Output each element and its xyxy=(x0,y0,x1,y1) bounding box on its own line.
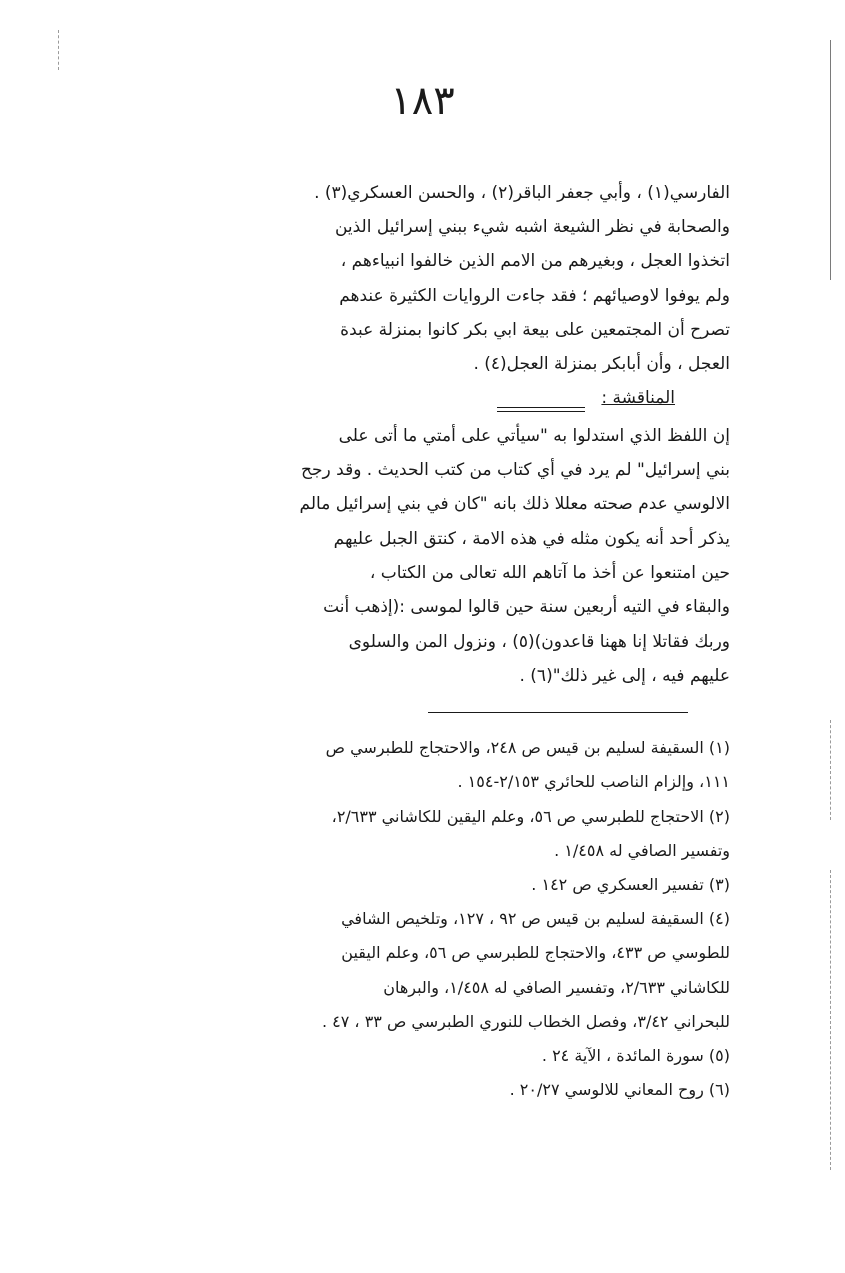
page-number: ١٨٣ xyxy=(390,78,455,124)
discussion-line: إن اللفظ الذي استدلوا به "سيأتي على أمتي ما أتى على xyxy=(338,426,730,446)
discussion-line: والبقاء في التيه أربعين سنة حين قالوا لموسى :(إذهب أنت xyxy=(323,597,730,617)
discussion-line: وربك فقاتلا إنا ههنا قاعدون)(٥) ، ونزول المن والسلوى xyxy=(348,632,730,652)
footnote-line: (٦) روح المعاني للالوسي ٢٠/٢٧ . xyxy=(509,1080,730,1099)
footnote-line: للطوسي ص ٤٣٣، والاحتجاج للطبرسي ص ٥٦، وعلم اليقين xyxy=(341,943,730,962)
footnote-line: للبحراني ٣/٤٢، وفصل الخطاب للنوري الطبرسي ص ٣٣ ، ٤٧ . xyxy=(321,1012,730,1031)
footnote-line: (٢) الاحتجاج للطبرسي ص ٥٦، وعلم اليقين للكاشاني ٢/٦٣٣، xyxy=(331,807,730,826)
discussion-line: يذكر أحد أنه يكون مثله في هذه الامة ، كنتق الجبل عليهم xyxy=(333,529,730,549)
discussion-line: عليهم فيه ، إلى غير ذلك"(٦) . xyxy=(519,666,730,686)
body-line: تصرح أن المجتمعين على بيعة ابي بكر كانوا بمنزلة عبدة xyxy=(340,320,730,340)
scan-edge-left xyxy=(58,30,59,70)
scan-edge-right xyxy=(830,40,831,280)
footnote-separator xyxy=(428,712,688,713)
body-line: ولم يوفوا لاوصيائهم ؛ فقد جاءت الروايات الكثيرة عندهم xyxy=(339,286,730,306)
footnote-line: وتفسير الصافي له ١/٤٥٨ . xyxy=(554,841,730,860)
footnote-line: للكاشاني ٢/٦٣٣، وتفسير الصافي له ١/٤٥٨، والبرهان xyxy=(383,978,730,997)
discussion-line: حين امتنعوا عن أخذ ما آتاهم الله تعالى من الكتاب ، xyxy=(369,563,730,583)
heading-underline xyxy=(497,407,585,408)
scan-edge-right xyxy=(830,720,831,820)
footnote-line: (٥) سورة المائدة ، الآية ٢٤ . xyxy=(541,1046,730,1065)
body-line: والصحابة في نظر الشيعة اشبه شيء ببني إسرائيل الذين xyxy=(334,217,730,237)
discussion-line: بني إسرائيل" لم يرد في أي كتاب من كتب الحديث . وقد رجح xyxy=(301,460,730,480)
scan-edge-right xyxy=(830,870,831,1170)
discussion-line: الالوسي عدم صحته معللا ذلك بانه "كان في بني إسرائيل مالم xyxy=(299,494,730,514)
body-line: اتخذوا العجل ، وبغيرهم من الامم الذين خالفوا انبياءهم ، xyxy=(340,251,730,271)
body-line: العجل ، وأن أبابكر بمنزلة العجل(٤) . xyxy=(473,354,730,374)
section-heading: المناقشة : xyxy=(601,388,675,408)
footnote-line: (١) السقيفة لسليم بن قيس ص ٢٤٨، والاحتجاج للطبرسي ص xyxy=(325,738,730,757)
footnote-line: (٤) السقيفة لسليم بن قيس ص ٩٢ ، ١٢٧، وتلخيص الشافي xyxy=(341,909,730,928)
footnote-line: (٣) تفسير العسكري ص ١٤٢ . xyxy=(531,875,730,894)
body-line: الفارسي(١) ، وأبي جعفر الباقر(٢) ، والحسن العسكري(٣) . xyxy=(314,183,730,203)
heading-underline xyxy=(497,411,585,412)
footnote-line: ١١١، وإلزام الناصب للحائري ٢/١٥٣-١٥٤ . xyxy=(457,772,730,791)
